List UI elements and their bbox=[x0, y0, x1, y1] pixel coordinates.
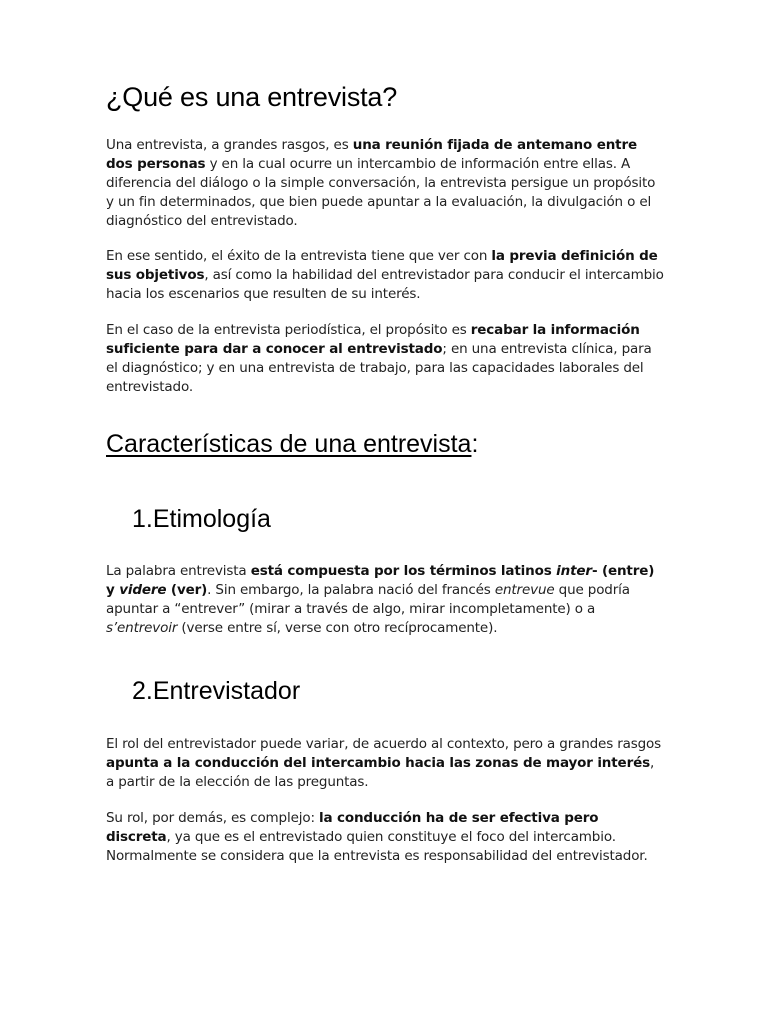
intro-paragraph-3 bbox=[106, 321, 666, 397]
intro-p2-text-2: , así como la habilidad del entrevistador para conducir el intercambio hacia los escenarios que resulten de su interés. bbox=[106, 267, 664, 302]
etimologia-bold-italic-2 bbox=[119, 582, 166, 598]
etimologia-paragraph bbox=[106, 562, 666, 638]
etimologia-term-sentrevoir: s’entrevoir bbox=[106, 620, 178, 636]
etimologia-term-entrevue: entrevue bbox=[494, 582, 555, 598]
entrevistador-p2-bold-1: la conducción ha de ser efectiva pero discreta bbox=[106, 810, 599, 845]
intro-p3-bold-1: recabar la información suficiente para dar a conocer al entrevistado bbox=[106, 322, 640, 357]
intro-paragraph-2 bbox=[106, 247, 666, 304]
etimologia-text-3: que podría apuntar a “entrever” (mirar a través de algo, mirar incompletamente) o a bbox=[106, 582, 630, 617]
intro-paragraph-1 bbox=[106, 136, 666, 231]
page-title: ¿Qué es una entrevista? bbox=[106, 82, 398, 112]
characteristics-heading-text: Características de una entrevista bbox=[106, 430, 472, 458]
etimologia-text-1: La palabra entrevista bbox=[106, 563, 251, 579]
entrevistador-p2-text-1: Su rol, por demás, es complejo: bbox=[106, 810, 319, 826]
etimologia-bold-italic-1 bbox=[556, 563, 592, 579]
etimologia-term-inter: inter bbox=[556, 563, 592, 579]
etimologia-bold-1: está compuesta por los términos latinos bbox=[250, 563, 557, 579]
characteristics-heading-colon: : bbox=[471, 430, 479, 458]
section-etimologia-heading: 1.Etimología bbox=[132, 505, 271, 533]
etimologia-bold-2: - (entre) y bbox=[106, 563, 655, 598]
characteristics-heading bbox=[106, 430, 478, 459]
etimologia-text-4: (verse entre sí, verse con otro recíprocamente). bbox=[177, 620, 498, 636]
etimologia-bold-3: (ver) bbox=[166, 582, 208, 598]
entrevistador-p1-text-1: El rol del entrevistador puede variar, de acuerdo al contexto, pero a grandes rasgos bbox=[106, 736, 662, 752]
intro-p1-text-2: y en la cual ocurre un intercambio de información entre ellas. A diferencia del diálogo o la simple conversación, la entrevista persigue un propósito y un fin determinados, que bien puede apuntar a la evaluación, la divulgación o el diagnóstico del entrevistado. bbox=[106, 156, 656, 229]
intro-p1-text-1: Una entrevista, a grandes rasgos, es bbox=[106, 137, 353, 153]
entrevistador-p2-text-2: , ya que es el entrevistado quien constituye el foco del intercambio. Normalmente se considera que la entrevista es responsabilidad del entrevistador. bbox=[106, 829, 648, 864]
entrevistador-paragraph-2 bbox=[106, 809, 666, 866]
etimologia-text-2: . Sin embargo, la palabra nació del francés bbox=[207, 582, 495, 598]
intro-p3-text-1: En el caso de la entrevista periodística, el propósito es bbox=[106, 322, 471, 338]
entrevistador-p1-bold-1: apunta a la conducción del intercambio hacia las zonas de mayor interés bbox=[106, 755, 650, 771]
intro-p1-bold-1: una reunión fijada de antemano entre dos personas bbox=[106, 137, 637, 172]
intro-p2-text-1: En ese sentido, el éxito de la entrevista tiene que ver con bbox=[106, 248, 492, 264]
intro-p2-bold-1: la previa definición de sus objetivos bbox=[106, 248, 658, 283]
intro-p3-text-2: ; en una entrevista clínica, para el diagnóstico; y en una entrevista de trabajo, para las capacidades laborales del entrevistado. bbox=[106, 341, 652, 395]
etimologia-term-videre: videre bbox=[119, 582, 167, 598]
entrevistador-paragraph-1 bbox=[106, 735, 666, 792]
entrevistador-p1-text-2: , a partir de la elección de las preguntas. bbox=[106, 755, 655, 790]
section-entrevistador-heading: 2.Entrevistador bbox=[132, 677, 301, 705]
